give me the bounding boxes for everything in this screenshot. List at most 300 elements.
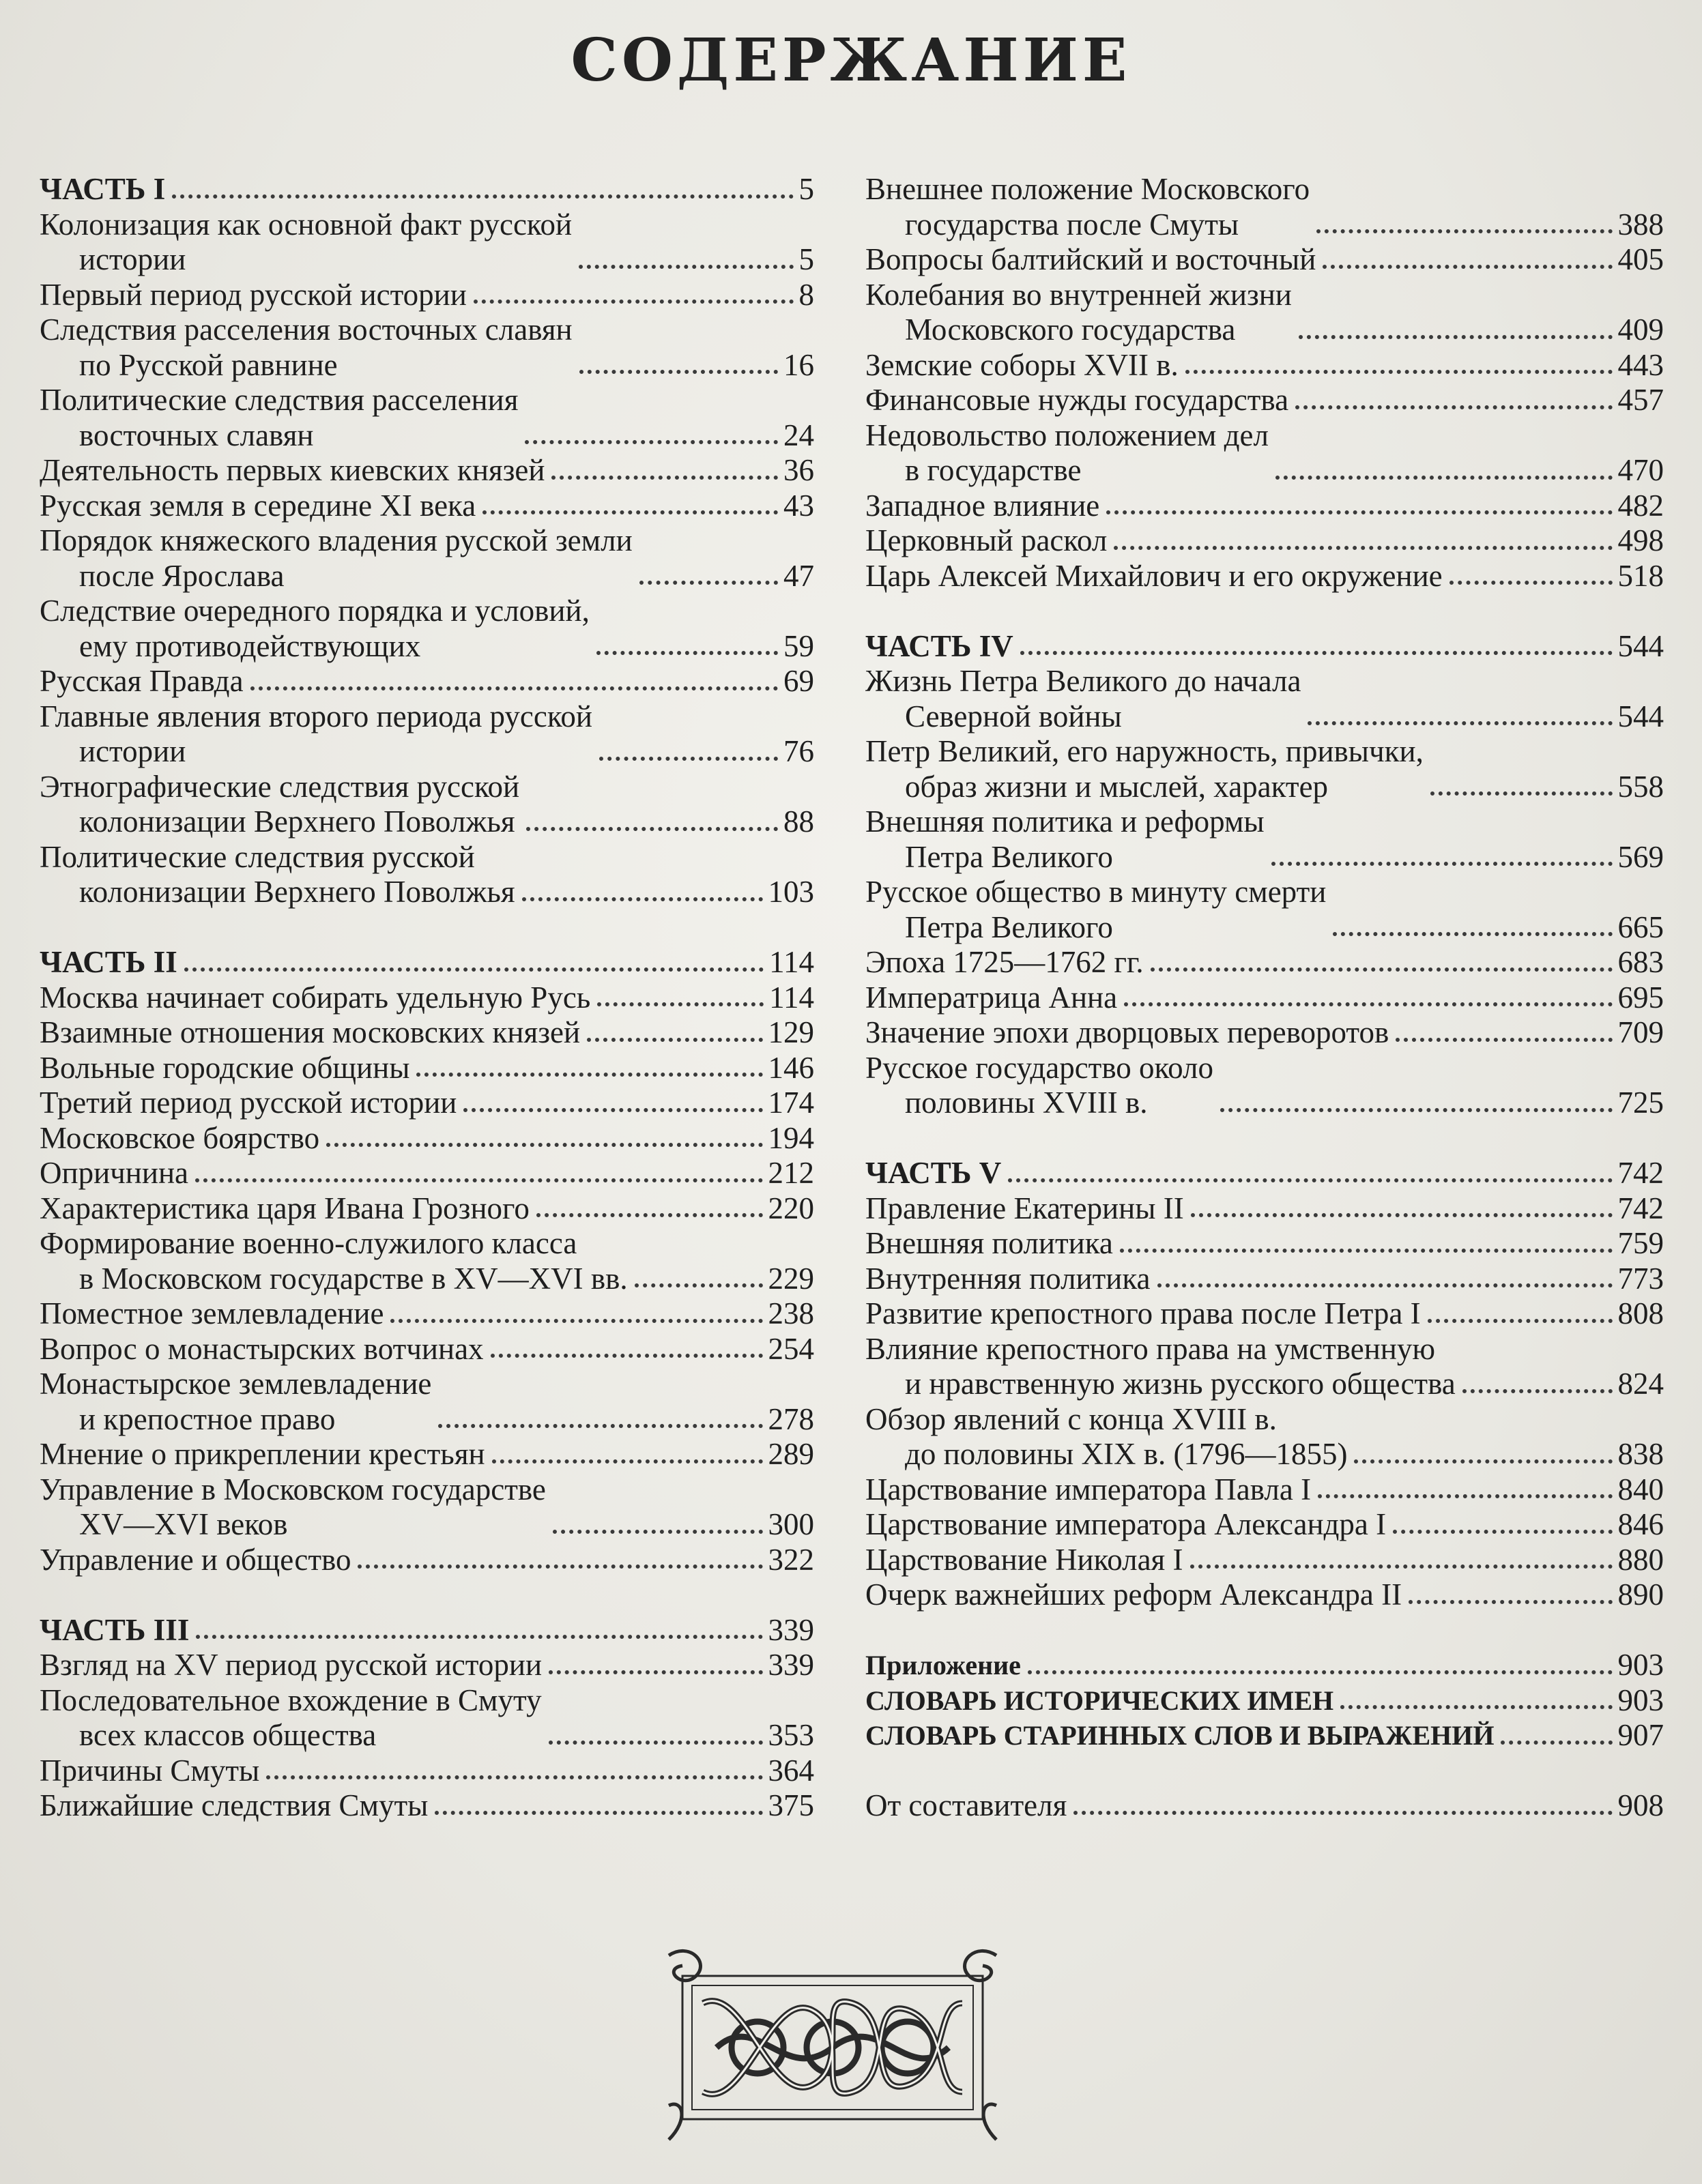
toc-page-number: 880 [1617, 1542, 1664, 1577]
toc-entry-title-line: Характеристика царя Ивана Грозного [40, 1191, 530, 1225]
toc-entry-title-continuation: колонизации Верхнего Поволжья [79, 804, 515, 839]
toc-entry-title-line: Колебания во внутренней жизни [865, 277, 1292, 312]
toc-page-number: 908 [1617, 1788, 1664, 1822]
toc-entry-title-line: Вопрос о монастырских вотчинах [40, 1331, 484, 1366]
dot-leader [579, 265, 793, 269]
page-title: СОДЕРЖАНИЕ [571, 26, 1131, 95]
toc-entry [40, 1191, 814, 1227]
dot-leader [1295, 405, 1612, 409]
dot-leader [522, 897, 763, 901]
toc-entry [865, 1262, 1664, 1297]
toc-entry [40, 1121, 814, 1156]
dot-leader [1020, 651, 1613, 655]
dot-leader [492, 1459, 763, 1464]
toc-entry [40, 453, 814, 489]
toc-entry-title-line: Развитие крепостного права после Петра I [865, 1296, 1421, 1330]
toc-entry-title-line: Очерк важнейших реформ Александра II [865, 1577, 1402, 1612]
toc-entry-title [40, 1051, 409, 1086]
toc-entry-title-line: Поместное землевладение [40, 1296, 384, 1330]
toc-entry [865, 1191, 1664, 1227]
toc-entry-title-continuation: истории [79, 734, 186, 768]
toc-entry-title-continuation: ему противодействующих [79, 628, 421, 663]
toc-entry-title [865, 1718, 1494, 1753]
toc-entry-title-line: Земские соборы XVII в. [865, 347, 1179, 382]
toc-entry-title [40, 1191, 530, 1227]
toc-entry-title [40, 207, 572, 278]
toc-entry-title [40, 1226, 628, 1296]
toc-entry-title-line: Внешняя политика и реформы [865, 804, 1265, 839]
toc-entry-title [40, 1683, 542, 1753]
dot-leader [1430, 791, 1613, 796]
toc-entry [40, 1015, 814, 1051]
toc-entry-title-continuation: половины XVIII в. [905, 1086, 1148, 1120]
toc-entry-title [865, 418, 1269, 489]
toc-page-number: 300 [768, 1507, 814, 1541]
toc-entry-title-line: Императрица Анна [865, 980, 1118, 1015]
toc-entry [865, 664, 1664, 734]
dot-leader [526, 827, 778, 831]
dot-leader [551, 476, 778, 480]
toc-entry-title-line: Внешнее положение Московского [865, 172, 1310, 206]
toc-appendix-entry [865, 1683, 1664, 1719]
dot-leader [1073, 1811, 1612, 1815]
toc-entry [865, 804, 1664, 875]
toc-entry-title-line: Вольные городские общины [40, 1050, 410, 1085]
toc-entry-title-line: СЛОВАРЬ СТАРИННЫХ СЛОВ И ВЫРАЖЕНИЙ [865, 1720, 1495, 1751]
dot-leader [549, 1741, 763, 1745]
toc-entry [40, 1156, 814, 1191]
toc-entry-title-line: СЛОВАРЬ ИСТОРИЧЕСКИХ ИМЕН [865, 1685, 1334, 1716]
toc-entry [865, 1507, 1664, 1543]
toc-page-number: 482 [1617, 488, 1664, 523]
toc-page-number: 278 [768, 1401, 814, 1436]
dot-leader [250, 686, 778, 690]
toc-page-number: 405 [1617, 242, 1664, 276]
toc-column-left [40, 172, 814, 1824]
toc-page-number: 838 [1617, 1437, 1664, 1471]
dot-leader [1323, 265, 1612, 269]
toc-entry-title-line: Жизнь Петра Великого до начала [865, 664, 1301, 698]
toc-page-number: 5 [798, 172, 814, 206]
dot-leader [1106, 510, 1612, 514]
toc-entry-title [865, 523, 1107, 559]
toc-part-heading [40, 1613, 814, 1648]
toc-entry [865, 1788, 1664, 1824]
toc-page-number: 238 [768, 1296, 814, 1330]
toc-entry-title-line: Следствие очередного порядка и условий, [40, 594, 590, 628]
toc-entry-title-line: Деятельность первых киевских князей [40, 453, 545, 487]
toc-entry-title [40, 1437, 485, 1472]
toc-page-number: 76 [783, 734, 814, 768]
toc-page-number: 114 [769, 980, 814, 1015]
toc-page-number: 759 [1617, 1226, 1664, 1260]
toc-entry-title [865, 1156, 1001, 1191]
toc-entry [865, 523, 1664, 559]
toc-entry-title-continuation: и нравственную жизнь русского общества [905, 1367, 1456, 1401]
toc-entry [865, 1472, 1664, 1508]
toc-entry [40, 1086, 814, 1121]
toc-page-number: 890 [1617, 1577, 1664, 1612]
toc-entry-title [865, 1472, 1311, 1508]
toc-page-number: 375 [768, 1788, 814, 1822]
toc-page-number: 409 [1617, 312, 1664, 347]
toc-entry [865, 278, 1664, 348]
toc-page-number: 840 [1617, 1472, 1664, 1506]
toc-entry-title [40, 489, 476, 524]
section-spacer [865, 1121, 1664, 1156]
toc-entry-title-line: Взаимные отношения московских князей [40, 1015, 581, 1049]
toc-entry-title-line: ЧАСТЬ III [40, 1612, 190, 1647]
dot-leader [587, 1038, 762, 1042]
toc-page-number: 470 [1617, 453, 1664, 487]
toc-entry [865, 1015, 1664, 1051]
dot-leader [1271, 862, 1613, 866]
toc-entry-title-line: Политические следствия русской [40, 839, 475, 874]
toc-page-number: 339 [768, 1648, 814, 1682]
toc-page-number: 194 [768, 1120, 814, 1155]
toc-entry [865, 1296, 1664, 1332]
toc-entry-title [40, 1788, 428, 1824]
toc-entry [40, 1437, 814, 1472]
toc-entry [40, 1367, 814, 1437]
dot-leader [1333, 932, 1612, 936]
toc-page-number: 665 [1617, 909, 1664, 944]
toc-entry-title [865, 1015, 1389, 1051]
toc-entry [40, 1051, 814, 1086]
toc-page-number: 16 [783, 347, 814, 382]
toc-entry-title-line: Следствия расселения восточных славян [40, 312, 573, 347]
toc-appendix-entry [865, 1718, 1664, 1753]
dot-leader [596, 651, 778, 655]
toc-entry-title [865, 1507, 1386, 1543]
toc-page-number: 36 [783, 453, 814, 487]
toc-entry-title-continuation: и крепостное право [79, 1401, 336, 1436]
toc-page-number: 8 [798, 277, 814, 312]
toc-entry-title-line: Первый период русской истории [40, 277, 467, 312]
toc-entry-title-continuation: до половины XIX в. (1796—1855) [905, 1437, 1348, 1471]
toc-entry-title-line: Царствование императора Александра I [865, 1507, 1387, 1541]
toc-entry-title-line: Московское боярство [40, 1120, 320, 1155]
toc-page-number: 907 [1617, 1718, 1664, 1752]
toc-entry [865, 383, 1664, 418]
dot-leader [416, 1073, 762, 1077]
section-spacer [40, 1577, 814, 1613]
toc-page-number: 129 [768, 1015, 814, 1049]
toc-entry-title-continuation: восточных славян [79, 418, 314, 452]
toc-page-number: 289 [768, 1437, 814, 1471]
toc-page-number: 903 [1617, 1648, 1664, 1682]
toc-page-number: 339 [768, 1612, 814, 1647]
section-spacer [865, 594, 1664, 629]
toc-part-heading [40, 172, 814, 207]
toc-page-number: 846 [1617, 1507, 1664, 1541]
toc-entry [865, 489, 1664, 524]
toc-page-number: 69 [783, 664, 814, 698]
toc-entry [865, 734, 1664, 804]
toc-entry [865, 418, 1664, 489]
toc-page-number: 47 [783, 558, 814, 593]
toc-entry [40, 594, 814, 664]
toc-page-number: 558 [1617, 769, 1664, 804]
toc-entry-title-line: Церковный раскол [865, 523, 1108, 557]
dot-leader [1191, 1213, 1613, 1217]
dot-leader [1151, 967, 1613, 972]
toc-entry-title-line: Западное влияние [865, 488, 1100, 523]
toc-entry-title-continuation: государства после Смуты [905, 207, 1239, 242]
toc-entry-title-continuation: в Московском государстве в XV—XVI вв. [79, 1261, 628, 1296]
toc-entry-title [40, 1015, 580, 1051]
toc-entry [40, 1332, 814, 1367]
dot-leader [438, 1424, 762, 1428]
toc-page-number: 220 [768, 1191, 814, 1225]
toc-entry-title-continuation: истории [79, 242, 186, 276]
toc-entry [865, 1402, 1664, 1472]
toc-entry-title [40, 172, 165, 207]
toc-page-number: 229 [768, 1261, 814, 1296]
toc-entry-title-line: Царствование императора Павла I [865, 1472, 1312, 1506]
dot-leader [1449, 581, 1613, 585]
toc-appendix-entry [865, 1648, 1664, 1683]
dot-leader [635, 1283, 763, 1287]
toc-entry [865, 1332, 1664, 1402]
toc-part-heading [865, 629, 1664, 665]
toc-page-number: 544 [1617, 628, 1664, 663]
toc-entry-title [865, 1296, 1421, 1332]
dot-leader [326, 1143, 762, 1147]
toc-entry-title-line: ЧАСТЬ II [40, 945, 177, 979]
section-spacer [865, 1753, 1664, 1789]
toc-entry-title-line: От составителя [865, 1788, 1067, 1822]
dot-leader [579, 370, 778, 374]
toc-entry-title [40, 1648, 542, 1683]
toc-page-number: 174 [768, 1086, 814, 1120]
toc-entry-title [40, 383, 518, 453]
toc-entry-title [40, 980, 590, 1016]
toc-entry [40, 278, 814, 313]
toc-entry-title [865, 1683, 1333, 1719]
toc-page-number: 212 [768, 1156, 814, 1190]
toc-entry [40, 207, 814, 278]
toc-entry [40, 1296, 814, 1332]
toc-page-number: 498 [1617, 523, 1664, 557]
dot-leader [358, 1564, 762, 1569]
toc-page-number: 544 [1617, 699, 1664, 733]
toc-entry-title-line: Москва начинает собирать удельную Русь [40, 980, 591, 1015]
toc-page-number: 742 [1617, 1156, 1664, 1190]
toc-entry-title-line: Недовольство положением дел [865, 418, 1269, 452]
toc-entry-title-line: ЧАСТЬ IV [865, 628, 1013, 663]
toc-entry-title [40, 664, 244, 699]
toc-part-heading [40, 945, 814, 980]
toc-entry-title-line: Управление в Московском государстве [40, 1472, 546, 1506]
toc-entry-title [865, 629, 1013, 665]
toc-entry [40, 1543, 814, 1578]
toc-entry-title [865, 278, 1292, 348]
dot-leader [463, 1108, 762, 1112]
toc-entry-title-continuation: колонизации Верхнего Поволжья [79, 875, 515, 909]
dot-leader [525, 440, 778, 444]
toc-entry-title [40, 1156, 188, 1191]
toc-entry-title [40, 699, 592, 770]
dot-leader [1190, 1564, 1613, 1569]
toc-entry-title [40, 840, 515, 910]
toc-entry-title [865, 1648, 1021, 1683]
dot-leader [1157, 1283, 1613, 1287]
toc-entry [40, 312, 814, 383]
dot-leader [184, 967, 764, 972]
toc-entry-title [865, 804, 1265, 875]
toc-entry [40, 840, 814, 910]
toc-page-number: 808 [1617, 1296, 1664, 1330]
toc-page-number: 114 [769, 945, 814, 979]
toc-entry-title [40, 1472, 546, 1543]
toc-entry-title [865, 559, 1443, 594]
toc-entry-title [40, 1613, 189, 1648]
toc-entry [40, 699, 814, 770]
toc-entry [40, 1753, 814, 1789]
toc-entry-title-continuation: XV—XVI веков [79, 1507, 288, 1541]
toc-entry-title-line: Русская земля в середине XI века [40, 488, 476, 523]
dot-leader [1462, 1389, 1613, 1393]
toc-page-number: 24 [783, 418, 814, 452]
dot-leader [1185, 370, 1613, 374]
toc-page-number: 518 [1617, 558, 1664, 593]
toc-entry-title-line: Опричнина [40, 1156, 189, 1190]
dot-leader [1308, 721, 1612, 725]
toc-entry-title-line: Значение эпохи дворцовых переворотов [865, 1015, 1389, 1049]
dot-leader [1275, 476, 1613, 480]
toc-entry-title-line: Мнение о прикреплении крестьян [40, 1437, 485, 1471]
toc-entry-title-line: Приложение [865, 1650, 1021, 1680]
toc-entry-title [865, 945, 1144, 980]
toc-entry-title-line: Обзор явлений с конца XVIII в. [865, 1401, 1277, 1436]
toc-entry-title-line: Влияние крепостного права на умственную [865, 1331, 1435, 1366]
toc-entry-title [40, 1332, 484, 1367]
dot-leader [1340, 1705, 1612, 1709]
toc-entry [865, 1226, 1664, 1262]
toc-entry-title-line: Взгляд на XV период русской истории [40, 1648, 543, 1682]
toc-page-number: 146 [768, 1050, 814, 1085]
toc-page-number: 903 [1617, 1683, 1664, 1717]
toc-page-number: 43 [783, 488, 814, 523]
toc-entry [865, 559, 1664, 594]
toc-entry [40, 664, 814, 699]
toc-entry-title [865, 980, 1117, 1016]
dot-leader [1501, 1741, 1612, 1745]
toc-entry-title-continuation: после Ярослава [79, 558, 285, 593]
dot-leader [1316, 229, 1612, 233]
toc-entry [40, 383, 814, 453]
dot-leader [1124, 1002, 1612, 1006]
toc-entry [40, 770, 814, 840]
toc-part-heading [865, 1156, 1664, 1191]
dot-leader [639, 581, 778, 585]
toc-entry-title-line: Вопросы балтийский и восточный [865, 242, 1316, 276]
dot-leader [1008, 1178, 1612, 1182]
dot-leader [390, 1319, 762, 1323]
dot-leader [435, 1811, 762, 1815]
toc-entry-title [865, 489, 1099, 524]
section-spacer [40, 910, 814, 946]
dot-leader [474, 300, 794, 304]
toc-entry-title-line: Русское государство около [865, 1050, 1213, 1085]
dot-leader [597, 1002, 764, 1006]
toc-page-number: 742 [1617, 1191, 1664, 1225]
toc-entry-title-continuation: Северной войны [905, 699, 1122, 733]
dot-leader [1428, 1319, 1613, 1323]
toc-entry-title-line: Царствование Николая I [865, 1542, 1183, 1577]
dot-leader [549, 1670, 762, 1674]
toc-page-number: 773 [1617, 1261, 1664, 1296]
toc-entry-title [40, 1296, 384, 1332]
toc-page-number: 103 [768, 875, 814, 909]
toc-page-number: 59 [783, 628, 814, 663]
dot-leader [195, 1178, 762, 1182]
dot-leader [172, 194, 793, 199]
dot-leader [1114, 546, 1612, 550]
toc-entry-title-line: Монастырское землевладение [40, 1367, 432, 1401]
toc-entry [865, 348, 1664, 383]
toc-entry-title-continuation: Московского государства [905, 312, 1236, 347]
toc-page-number: 5 [798, 242, 814, 276]
toc-entry-title [865, 242, 1316, 278]
toc-entry-title [865, 1191, 1184, 1227]
toc-entry-title-line: Ближайшие следствия Смуты [40, 1788, 429, 1822]
toc-entry [40, 1788, 814, 1824]
toc-entry-title [865, 1788, 1067, 1824]
toc-entry-title [865, 1226, 1113, 1262]
toc-entry [40, 1683, 814, 1753]
toc-entry-title-continuation: образ жизни и мыслей, характер [905, 769, 1329, 804]
dot-leader [599, 757, 778, 761]
toc-page-number: 683 [1617, 945, 1664, 979]
dot-leader [1299, 335, 1613, 339]
toc-entry-title-line: Русское общество в минуту смерти [865, 875, 1327, 909]
toc-entry-title-line: Петр Великий, его наружность, привычки, [865, 734, 1424, 768]
toc-page-number: 364 [768, 1753, 814, 1788]
toc-page-number: 569 [1617, 839, 1664, 874]
dot-leader [1354, 1459, 1612, 1464]
toc-entry-title [865, 875, 1326, 945]
toc-entry [40, 1226, 814, 1296]
toc-page-number: 388 [1617, 207, 1664, 242]
toc-entry-title-continuation: по Русской равнине [79, 347, 338, 382]
toc-page-number: 709 [1617, 1015, 1664, 1049]
toc-entry [865, 1051, 1664, 1121]
toc-entry-title-line: Главные явления второго периода русской [40, 699, 592, 733]
toc-entry-title [865, 1051, 1213, 1121]
toc-entry-title [40, 945, 177, 980]
toc-entry-title-line: Третий период русской истории [40, 1086, 457, 1120]
toc-entry-title [865, 1332, 1456, 1402]
toc-entry-title-line: Этнографические следствия русской [40, 769, 520, 804]
toc-entry [865, 980, 1664, 1016]
toc-entry-title-continuation: всех классов общества [79, 1718, 377, 1752]
dot-leader [1028, 1670, 1613, 1674]
toc-entry-title [40, 1753, 259, 1789]
toc-entry-title [40, 1543, 351, 1578]
toc-page-number: 695 [1617, 980, 1664, 1015]
toc-entry-title-continuation: Петра Великого [905, 839, 1113, 874]
toc-entry-title-line: Внутренняя политика [865, 1261, 1151, 1296]
dot-leader [482, 510, 778, 514]
dot-leader [196, 1635, 762, 1639]
toc-entry-title [865, 1543, 1183, 1578]
dot-leader [1396, 1038, 1612, 1042]
toc-entry-title-line: Финансовые нужды государства [865, 383, 1289, 417]
toc-entry [40, 489, 814, 524]
toc-entry-title-line: Правление Екатерины II [865, 1191, 1184, 1225]
